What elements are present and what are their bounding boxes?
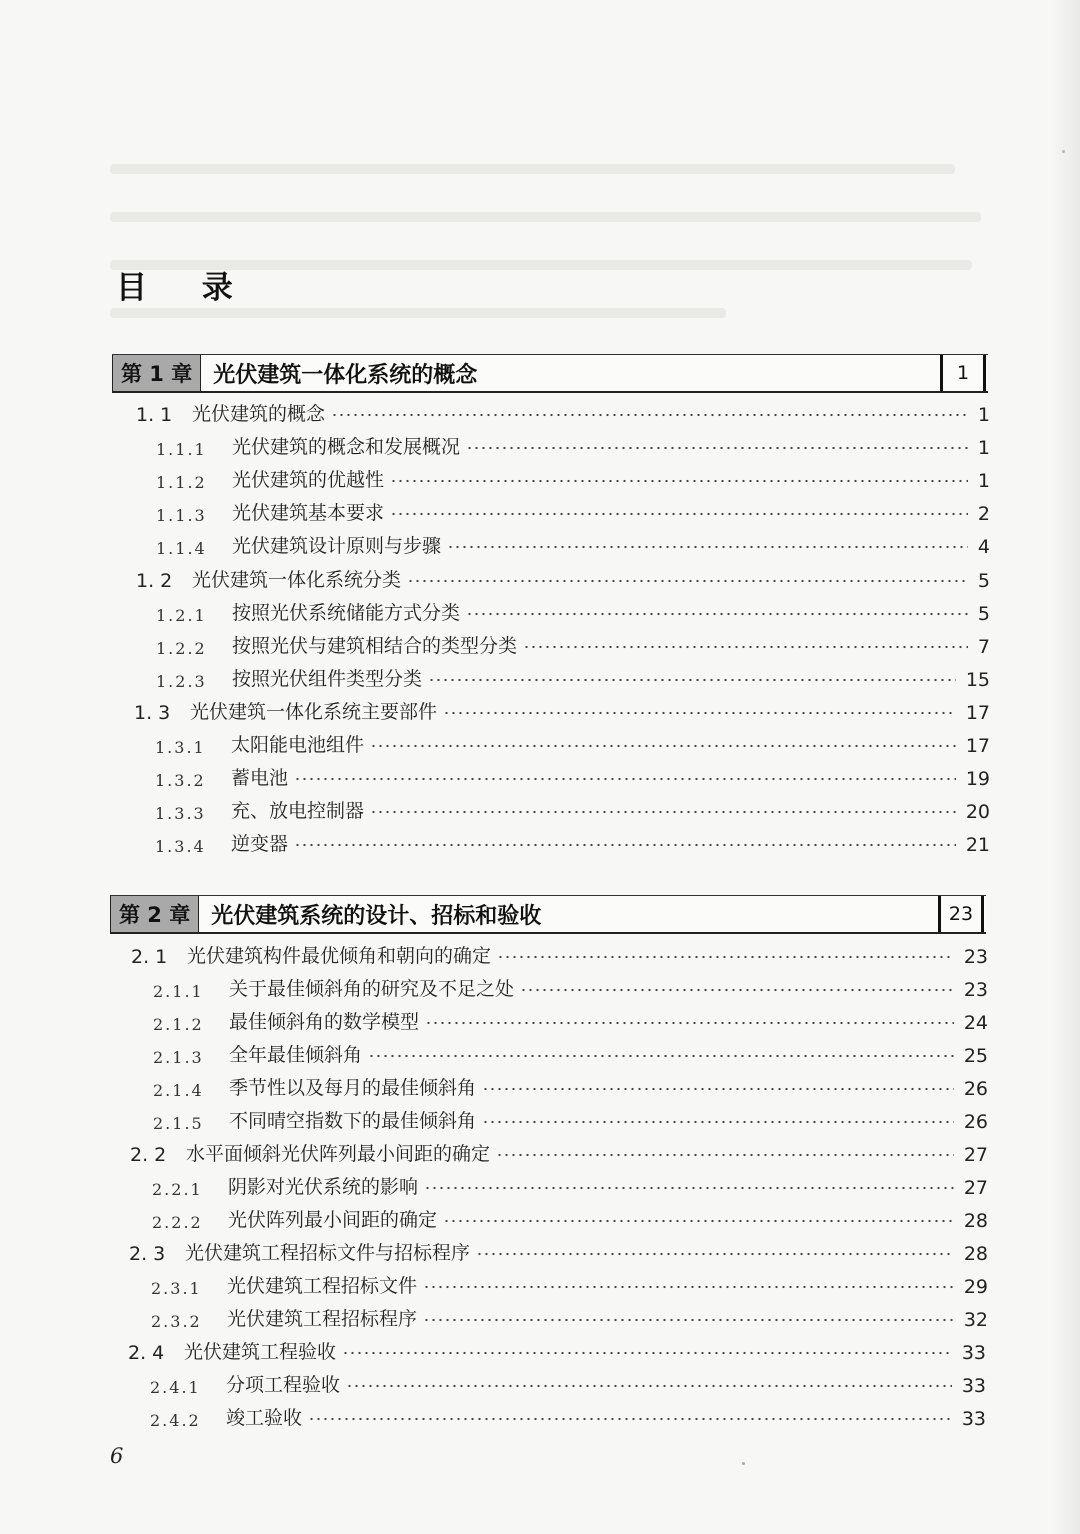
entry-title: 太阳能电池组件 bbox=[231, 734, 365, 756]
toc-entry-2-1[interactable] bbox=[131, 936, 988, 968]
entry-page: 24 bbox=[963, 1012, 988, 1034]
dot-leader bbox=[424, 1184, 954, 1192]
entry-number: 2. 1 bbox=[131, 946, 168, 968]
toc-entry-2-4[interactable] bbox=[128, 1332, 986, 1364]
entry-page: 26 bbox=[963, 1078, 988, 1100]
toc-entry-2-1-2[interactable] bbox=[153, 1002, 988, 1034]
entry-page: 1 bbox=[977, 437, 990, 459]
chapter-2-title: 光伏建筑系统的设计、招标和验收 bbox=[211, 903, 542, 929]
entry-number: 2.1.2 bbox=[153, 1015, 204, 1034]
dot-leader bbox=[342, 1349, 952, 1357]
dot-leader bbox=[523, 643, 968, 651]
entry-number: 1.1.4 bbox=[156, 539, 207, 558]
toc-entry-1-2-2[interactable] bbox=[156, 626, 990, 658]
toc-entry-2-1-1[interactable] bbox=[153, 969, 988, 1001]
entry-page: 33 bbox=[961, 1375, 986, 1397]
chapter-1-title: 光伏建筑一体化系统的概念 bbox=[213, 362, 478, 388]
entry-title: 光伏建筑构件最优倾角和朝向的确定 bbox=[187, 945, 492, 967]
entry-number: 2. 2 bbox=[130, 1144, 167, 1166]
toc-entry-2-1-5[interactable] bbox=[153, 1101, 988, 1133]
dot-leader bbox=[346, 1382, 952, 1390]
entry-title: 光伏建筑一体化系统主要部件 bbox=[190, 701, 438, 723]
toc-entry-1-3-2[interactable] bbox=[155, 758, 990, 790]
entry-page: 21 bbox=[965, 834, 990, 856]
toc-entry-2-3-2[interactable] bbox=[151, 1299, 988, 1331]
toc-entry-2-3-1[interactable] bbox=[151, 1266, 988, 1298]
dot-leader bbox=[294, 775, 956, 783]
entry-number: 1.3.3 bbox=[155, 804, 206, 823]
dot-leader bbox=[520, 986, 954, 994]
entry-page: 29 bbox=[963, 1276, 988, 1298]
dot-leader bbox=[466, 444, 968, 452]
dot-leader bbox=[447, 543, 968, 551]
entry-title: 水平面倾斜光伏阵列最小间距的确定 bbox=[186, 1143, 491, 1165]
dot-leader bbox=[482, 1085, 954, 1093]
entry-number: 1.1.3 bbox=[156, 506, 207, 525]
entry-page: 25 bbox=[963, 1045, 988, 1067]
page-number: 6 bbox=[110, 1444, 124, 1468]
entry-number: 1.2.2 bbox=[156, 639, 207, 658]
chapter-2-page: 23 bbox=[938, 896, 984, 932]
entry-page: 23 bbox=[963, 979, 988, 1001]
entry-page: 33 bbox=[961, 1342, 986, 1364]
toc-entry-2-4-2[interactable] bbox=[150, 1398, 986, 1430]
chapter-2-label: 第 2 章 bbox=[110, 896, 199, 932]
chapter-2-header[interactable] bbox=[110, 895, 986, 934]
entry-title: 最佳倾斜角的数学模型 bbox=[229, 1011, 420, 1033]
entry-title: 全年最佳倾斜角 bbox=[229, 1044, 363, 1066]
dot-leader bbox=[308, 1415, 952, 1423]
entry-page: 19 bbox=[965, 768, 990, 790]
toc-entry-1-3-3[interactable] bbox=[155, 791, 990, 823]
entry-page: 4 bbox=[977, 536, 990, 558]
toc-entry-1-3-4[interactable] bbox=[155, 824, 990, 856]
entry-title: 按照光伏组件类型分类 bbox=[232, 668, 423, 690]
bleed-through-text bbox=[110, 152, 990, 344]
entry-number: 1.2.3 bbox=[156, 672, 207, 691]
entry-title: 光伏阵列最小间距的确定 bbox=[228, 1209, 438, 1231]
entry-number: 2. 4 bbox=[128, 1342, 165, 1364]
toc-entry-1-2-3[interactable] bbox=[156, 659, 990, 691]
toc-entry-1-1[interactable] bbox=[136, 394, 990, 426]
entry-title: 蓄电池 bbox=[231, 767, 289, 789]
toc-entry-2-3[interactable] bbox=[129, 1233, 988, 1265]
toc-entry-1-1-4[interactable] bbox=[156, 526, 990, 558]
entry-number: 1. 3 bbox=[134, 702, 171, 724]
entry-title: 不同晴空指数下的最佳倾斜角 bbox=[229, 1110, 477, 1132]
dot-leader bbox=[368, 1052, 954, 1060]
entry-title: 分项工程验收 bbox=[226, 1374, 341, 1396]
toc-entry-1-3-1[interactable] bbox=[155, 725, 990, 757]
chapter-1-page: 1 bbox=[940, 355, 986, 391]
dot-leader bbox=[390, 477, 968, 485]
entry-page: 2 bbox=[977, 503, 990, 525]
entry-page: 17 bbox=[965, 702, 990, 724]
toc-entry-2-1-4[interactable] bbox=[153, 1068, 988, 1100]
entry-title: 季节性以及每月的最佳倾斜角 bbox=[229, 1077, 477, 1099]
entry-page: 26 bbox=[963, 1111, 988, 1133]
dot-leader bbox=[428, 676, 956, 684]
paper-speck bbox=[742, 1462, 745, 1465]
page-edge-shadow bbox=[1050, 0, 1080, 1534]
entry-title: 逆变器 bbox=[231, 833, 289, 855]
entry-title: 光伏建筑的概念 bbox=[192, 403, 326, 425]
entry-title: 充、放电控制器 bbox=[231, 800, 365, 822]
entry-title: 光伏建筑工程招标文件与招标程序 bbox=[185, 1242, 471, 1264]
entry-page: 23 bbox=[963, 946, 988, 968]
dot-leader bbox=[443, 709, 956, 717]
entry-number: 2.1.5 bbox=[153, 1114, 204, 1133]
entry-title: 光伏建筑一体化系统分类 bbox=[192, 569, 402, 591]
dot-leader bbox=[370, 742, 956, 750]
toc-entry-1-1-1[interactable] bbox=[156, 427, 990, 459]
entry-number: 2.4.1 bbox=[150, 1378, 201, 1397]
dot-leader bbox=[497, 953, 954, 961]
entry-page: 27 bbox=[963, 1177, 988, 1199]
entry-number: 2.1.4 bbox=[153, 1081, 204, 1100]
toc-entry-2-2[interactable] bbox=[130, 1134, 988, 1166]
dot-leader bbox=[466, 610, 968, 618]
entry-number: 1.2.1 bbox=[156, 606, 207, 625]
entry-title: 光伏建筑的概念和发展概况 bbox=[232, 436, 461, 458]
entry-number: 2.3.2 bbox=[151, 1312, 202, 1331]
entry-number: 1.1.1 bbox=[156, 440, 207, 459]
dot-leader bbox=[423, 1316, 954, 1324]
entry-title: 关于最佳倾斜角的研究及不足之处 bbox=[229, 978, 515, 1000]
entry-title: 光伏建筑设计原则与步骤 bbox=[232, 535, 442, 557]
entry-title: 光伏建筑的优越性 bbox=[232, 469, 385, 491]
chapter-1-header[interactable] bbox=[112, 354, 988, 393]
entry-number: 2.1.1 bbox=[153, 982, 204, 1001]
chapter-1-label: 第 1 章 bbox=[112, 355, 201, 391]
toc-entry-1-2[interactable] bbox=[136, 560, 990, 592]
entry-title: 阴影对光伏系统的影响 bbox=[228, 1176, 419, 1198]
dot-leader bbox=[331, 411, 968, 419]
dot-leader bbox=[370, 808, 956, 816]
toc-entry-2-2-1[interactable] bbox=[152, 1167, 988, 1199]
toc-entry-2-4-1[interactable] bbox=[150, 1365, 986, 1397]
entry-page: 17 bbox=[965, 735, 990, 757]
entry-title: 光伏建筑工程招标程序 bbox=[227, 1308, 418, 1330]
entry-number: 2.2.2 bbox=[152, 1213, 203, 1232]
dot-leader bbox=[407, 577, 968, 585]
entry-number: 1. 2 bbox=[136, 570, 173, 592]
toc-entry-1-1-2[interactable] bbox=[156, 460, 990, 492]
toc-title: 目 录 bbox=[116, 270, 255, 306]
entry-title: 光伏建筑工程招标文件 bbox=[227, 1275, 418, 1297]
dot-leader bbox=[425, 1019, 954, 1027]
entry-page: 33 bbox=[961, 1408, 986, 1430]
entry-page: 15 bbox=[965, 669, 990, 691]
toc-entry-2-2-2[interactable] bbox=[152, 1200, 988, 1232]
entry-number: 2. 3 bbox=[129, 1243, 166, 1265]
entry-page: 28 bbox=[963, 1210, 988, 1232]
entry-number: 1.3.2 bbox=[155, 771, 206, 790]
entry-title: 按照光伏系统储能方式分类 bbox=[232, 602, 461, 624]
entry-number: 1. 1 bbox=[136, 404, 173, 426]
entry-page: 27 bbox=[963, 1144, 988, 1166]
dot-leader bbox=[443, 1217, 954, 1225]
dot-leader bbox=[423, 1283, 954, 1291]
entry-number: 1.3.1 bbox=[155, 738, 206, 757]
entry-page: 5 bbox=[977, 603, 990, 625]
dot-leader bbox=[496, 1151, 954, 1159]
entry-number: 2.4.2 bbox=[150, 1411, 201, 1430]
entry-page: 7 bbox=[977, 636, 990, 658]
dot-leader bbox=[482, 1118, 954, 1126]
entry-number: 2.1.3 bbox=[153, 1048, 204, 1067]
entry-number: 1.1.2 bbox=[156, 473, 207, 492]
toc-entry-1-3[interactable] bbox=[134, 692, 990, 724]
toc-entry-1-1-3[interactable] bbox=[156, 493, 990, 525]
entry-page: 1 bbox=[977, 470, 990, 492]
entry-number: 1.3.4 bbox=[155, 837, 206, 856]
entry-page: 28 bbox=[963, 1243, 988, 1265]
dot-leader bbox=[294, 841, 956, 849]
entry-number: 2.3.1 bbox=[151, 1279, 202, 1298]
entry-page: 5 bbox=[977, 570, 990, 592]
entry-number: 2.2.1 bbox=[152, 1180, 203, 1199]
entry-title: 光伏建筑基本要求 bbox=[232, 502, 385, 524]
entry-page: 1 bbox=[977, 404, 990, 426]
toc-entry-2-1-3[interactable] bbox=[153, 1035, 988, 1067]
entry-title: 按照光伏与建筑相结合的类型分类 bbox=[232, 635, 518, 657]
toc-entry-1-2-1[interactable] bbox=[156, 593, 990, 625]
entry-page: 32 bbox=[963, 1309, 988, 1331]
entry-title: 光伏建筑工程验收 bbox=[184, 1341, 337, 1363]
dot-leader bbox=[476, 1250, 954, 1258]
dot-leader bbox=[390, 510, 968, 518]
entry-title: 竣工验收 bbox=[226, 1407, 303, 1429]
entry-page: 20 bbox=[965, 801, 990, 823]
